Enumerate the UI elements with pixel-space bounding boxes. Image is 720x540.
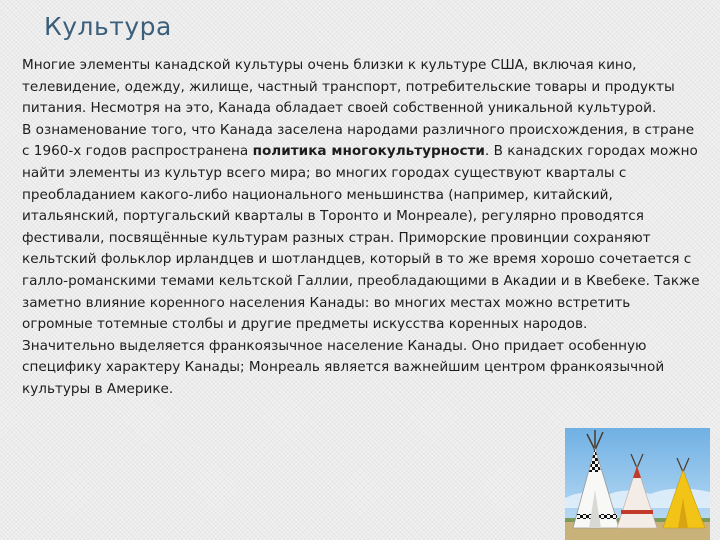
paragraph-2-intro: В ознаменование того, что Канада заселена народами различного происхождения, в стране с 1960-х годов распространена [22, 121, 695, 160]
body-text [22, 55, 702, 401]
tipi-photo [565, 428, 710, 540]
slide-title: Культура [44, 12, 172, 41]
paragraph-3: Значительно выделяется франкоязычное население Канады. Оно придает особенную специфику характеру Канады; Монреаль является важнейшим центром франкоязычной культуры в Америке. [22, 337, 665, 397]
paragraph-2 [22, 120, 702, 336]
paragraph-1: Многие элементы канадской культуры очень близки к культуре США, включая кино, телевидение, одежду, жилище, частный транспорт, потребительские товары и продукты питания. Несмотря на это, Канада обладает своей собственной уникальной культурой. [22, 57, 675, 117]
paragraph-2-bold-term: политика многокультурности [252, 143, 485, 160]
paragraph-2-rest: . В канадских городах можно найти элементы из культур всего мира; во многих городах существуют кварталы с преобладанием какого-либо национального меньшинства (например, китайский, итальянский, португальский кварталы в Торонто и Монреале), регулярно проводятся фестивали, посвящённые культурам разных стран. Приморские провинции сохраняют кельтский фольклор ирландцев и шотландцев, который в то же время хорошо сочетается с галло-романскими темами кельтской Галлии, преобладающими в Акадии и в Квебеке. Также заметно влияние коренного населения Канады: во многих местах можно встретить огромные тотемные столбы и другие предметы искусства коренных народов. [22, 143, 700, 333]
